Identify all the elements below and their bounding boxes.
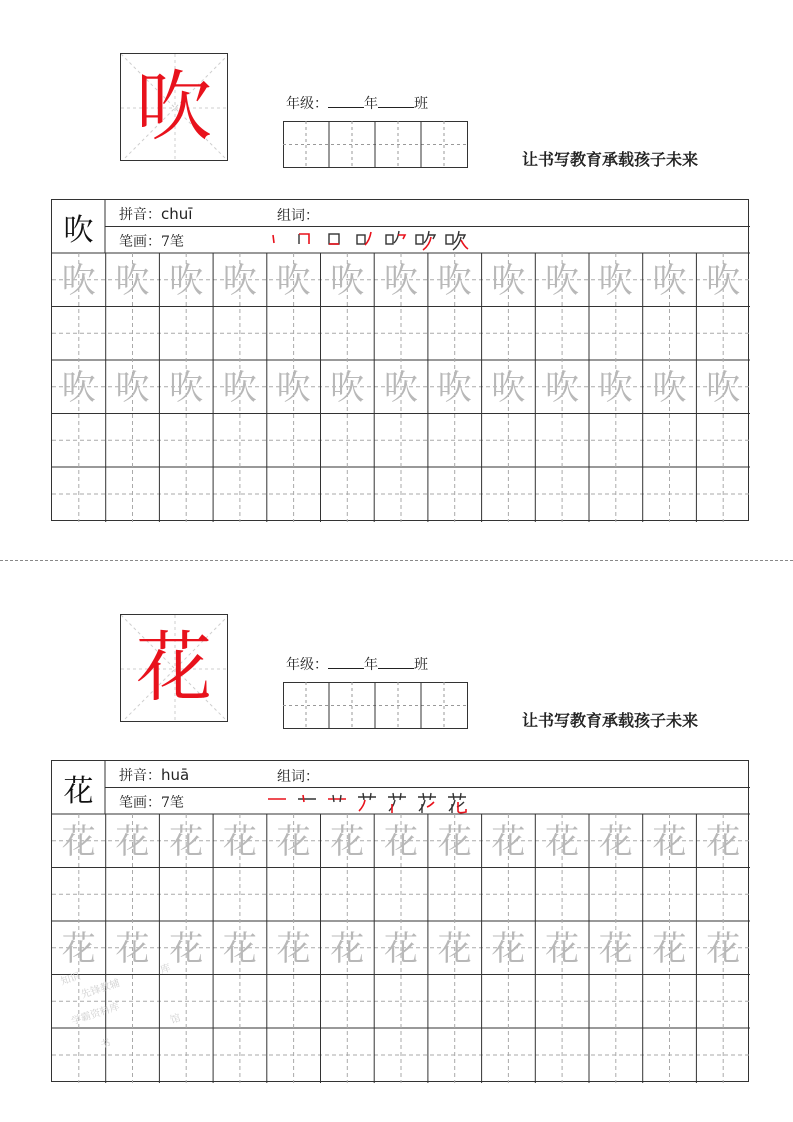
- trace-character: 吹: [491, 260, 526, 301]
- pinyin-label: 拼音：: [119, 207, 161, 223]
- grade-class-line: [286, 93, 428, 113]
- trace-character: 吹: [437, 260, 472, 301]
- trace-character: 花: [383, 821, 418, 862]
- stroke-count: 7笔: [161, 795, 184, 811]
- trace-character: 吹: [491, 367, 526, 408]
- grade-label: 年级：: [286, 96, 328, 112]
- trace-character: 吹: [652, 260, 687, 301]
- header-character: 花: [63, 773, 94, 809]
- trace-character: 吹: [115, 367, 150, 408]
- trace-row-1: [52, 815, 750, 868]
- pinyin-label: 拼音：: [119, 768, 161, 784]
- class-label: 班: [414, 96, 428, 112]
- trace-character: 花: [115, 821, 150, 862]
- watermark-text: 知识: [59, 971, 82, 988]
- grade-class-line: [286, 654, 428, 674]
- grade-label: 年级：: [286, 657, 328, 673]
- trace-character: 吹: [598, 367, 633, 408]
- stroke-step-6: [418, 793, 436, 813]
- stroke-step-3: [329, 234, 339, 244]
- watermark-text: 馆: [169, 1012, 183, 1027]
- stroke-label: 笔画：: [119, 795, 161, 811]
- stroke-step-6: [416, 231, 435, 250]
- trace-character: 吹: [222, 367, 257, 408]
- trace-character: 吹: [598, 260, 633, 301]
- trace-character: 花: [491, 821, 526, 862]
- stroke-step-7: [448, 793, 466, 813]
- trace-character: 吹: [222, 260, 257, 301]
- trace-character: 花: [545, 821, 580, 862]
- trace-character: 花: [222, 928, 257, 969]
- trace-character: 花: [330, 821, 365, 862]
- stroke-step-7: [446, 231, 468, 250]
- word-label: 组词：: [277, 769, 319, 785]
- trace-character: 吹: [545, 367, 580, 408]
- trace-character: 花: [706, 821, 741, 862]
- word-field[interactable]: [277, 205, 319, 225]
- trace-row-2: [52, 361, 750, 414]
- stroke-step-1: [273, 235, 274, 243]
- trace-character: 吹: [437, 367, 472, 408]
- name-writing-grid[interactable]: [283, 121, 469, 169]
- trace-character: 吹: [706, 260, 741, 301]
- stroke-count: 7笔: [161, 234, 184, 250]
- class-blank[interactable]: [378, 95, 414, 108]
- watermark: [60, 950, 200, 1060]
- stroke-step-2: [299, 234, 309, 244]
- trace-row-1: [52, 254, 750, 307]
- stroke-order-sequence: [265, 788, 515, 814]
- header-character: 吹: [63, 212, 94, 248]
- stroke-label: 笔画：: [119, 234, 161, 250]
- stroke-step-4: [358, 793, 376, 811]
- trace-character: 吹: [383, 367, 418, 408]
- trace-character: 吹: [115, 260, 150, 301]
- stroke-order-sequence: [265, 227, 515, 253]
- stroke-step-3: [328, 795, 346, 802]
- trace-character: 吹: [383, 260, 418, 301]
- trace-character: 吹: [61, 260, 96, 301]
- trace-character: 花: [330, 928, 365, 969]
- trace-character: 吹: [61, 367, 96, 408]
- trace-character: 吹: [276, 260, 311, 301]
- watermark-text: 库: [159, 962, 173, 977]
- trace-character: 花: [222, 821, 257, 862]
- trace-character: 花: [545, 928, 580, 969]
- trace-character: 吹: [652, 367, 687, 408]
- worksheet-section-1: [0, 0, 793, 540]
- pinyin-field: [119, 204, 192, 224]
- trace-character: 吹: [545, 260, 580, 301]
- slogan: 让书写教育承载孩子未来: [522, 711, 699, 730]
- watermark-text: 书: [99, 1037, 113, 1052]
- watermark-text: 先锋教辅: [79, 977, 122, 1001]
- trace-character: 花: [598, 821, 633, 862]
- stroke-step-2: [298, 795, 316, 802]
- trace-character: 花: [115, 928, 150, 969]
- grade-blank[interactable]: [328, 656, 364, 669]
- trace-character: 吹: [330, 367, 365, 408]
- stroke-step-5: [388, 793, 406, 813]
- slogan: 让书写教育承载孩子未来: [522, 150, 699, 169]
- model-character: 吹: [136, 62, 212, 151]
- trace-character: 花: [61, 928, 96, 969]
- trace-character: 花: [276, 928, 311, 969]
- trace-character: 花: [598, 928, 633, 969]
- trace-character: 花: [276, 821, 311, 862]
- model-character-box: [120, 53, 228, 161]
- model-character-box: [120, 614, 228, 722]
- trace-character: 花: [437, 821, 472, 862]
- trace-character: 花: [652, 821, 687, 862]
- trace-character: 吹: [169, 260, 204, 301]
- stroke-step-5: [386, 231, 405, 244]
- trace-character: 吹: [330, 260, 365, 301]
- name-writing-grid[interactable]: [283, 682, 469, 730]
- trace-character: 花: [706, 928, 741, 969]
- class-label: 班: [414, 657, 428, 673]
- word-label: 组词：: [277, 208, 319, 224]
- stroke-count-field: [119, 792, 184, 812]
- pinyin-value: chuī: [161, 205, 193, 223]
- trace-character: 花: [61, 821, 96, 862]
- pinyin-field: [119, 765, 189, 785]
- trace-character: 花: [169, 821, 204, 862]
- stroke-step-4: [357, 232, 371, 245]
- watermark-text: 学霸资料库: [70, 1001, 122, 1028]
- trace-character: 吹: [276, 367, 311, 408]
- trace-character: 吹: [706, 367, 741, 408]
- model-character: 花: [136, 623, 212, 712]
- pinyin-value: huā: [161, 766, 190, 784]
- year-label: 年: [364, 657, 378, 673]
- trace-character: 花: [437, 928, 472, 969]
- class-blank[interactable]: [378, 656, 414, 669]
- trace-character: 花: [652, 928, 687, 969]
- grade-blank[interactable]: [328, 95, 364, 108]
- word-field[interactable]: [277, 766, 319, 786]
- trace-character: 花: [169, 928, 204, 969]
- year-label: 年: [364, 96, 378, 112]
- practice-grid: [51, 199, 749, 521]
- stroke-count-field: [119, 231, 184, 251]
- trace-character: 花: [383, 928, 418, 969]
- trace-character: 吹: [169, 367, 204, 408]
- trace-character: 花: [491, 928, 526, 969]
